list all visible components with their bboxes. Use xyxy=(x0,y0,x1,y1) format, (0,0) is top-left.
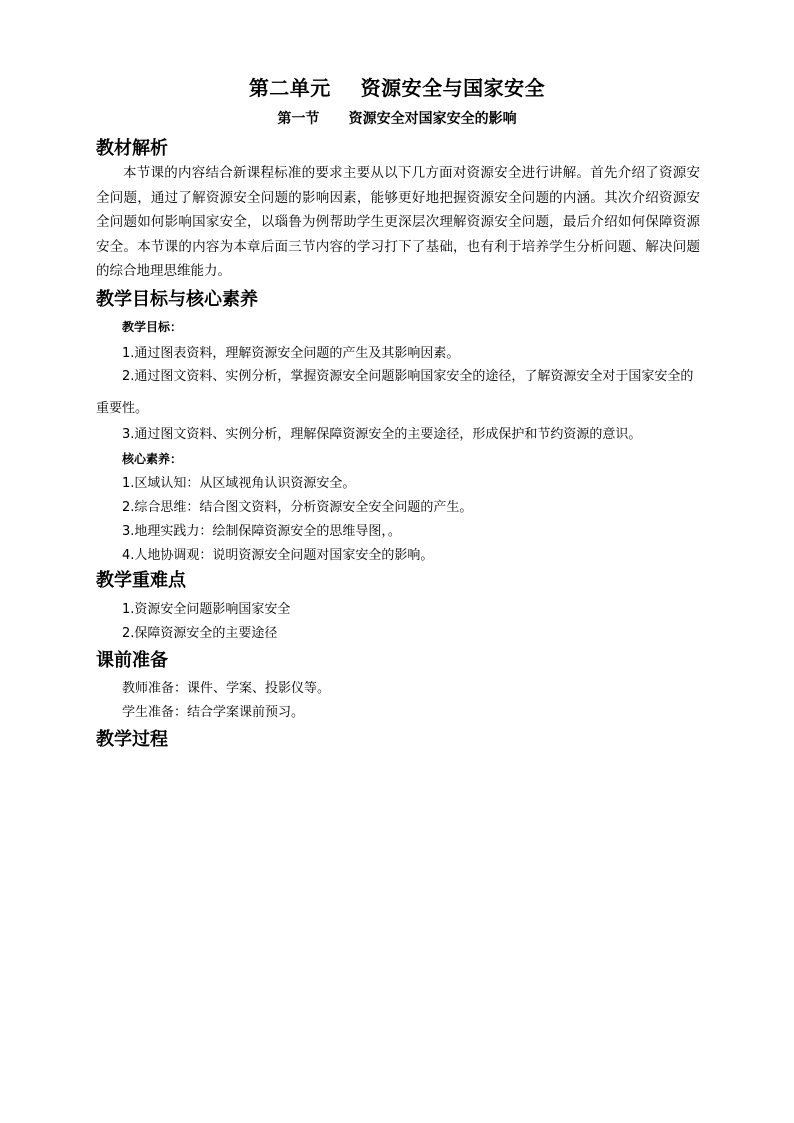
objective-item: 2.通过图文资料、实例分析，掌握资源安全问题影响国家安全的途径，了解资源安全对于国家安全的重要性。 xyxy=(96,369,694,416)
section-heading-goals: 教学目标与核心素养 xyxy=(96,289,258,310)
analysis-paragraph: 本节课的内容结合新课程标准的要求主要从以下几方面对资源安全进行讲解。首先介绍了资源安全问题，通过了解资源安全问题的影响因素，能够更好地把握资源安全问题的内涵。其次介绍资源安全问题如何影响国家安全，以瑙鲁为例帮助学生更深层次理解资源安全问题，最后介绍如何保障资源安全。本节课的内容为本章后面三节内容的学习打下了基础，也有利于培养学生分析问题、解决问题的综合地理思维能力。 xyxy=(96,165,700,279)
section-heading-analysis: 教材解析 xyxy=(96,138,168,159)
student-preparation: 学生准备：结合学案课前预习。 xyxy=(122,705,305,720)
document-subtitle: 第一节 资源安全对国家安全的影响 xyxy=(277,111,517,127)
literacy-label: 核心素养： xyxy=(122,452,183,466)
literacy-item: 1.区域认知：从区域视角认识资源安全。 xyxy=(122,476,356,491)
literacy-item: 2.综合思维：结合图文资料，分析资源安全安全问题的产生。 xyxy=(122,500,473,515)
section-heading-preparation: 课前准备 xyxy=(96,650,168,671)
literacy-item: 3.地理实践力：绘制保障资源安全的思维导图，。 xyxy=(122,524,401,539)
teacher-preparation: 教师准备：课件、学案、投影仪等。 xyxy=(122,681,331,696)
objectives-label: 教学目标： xyxy=(122,320,183,334)
key-point-item: 1.资源安全问题影响国家安全 xyxy=(122,602,291,617)
literacy-item: 4.人地协调观：说明资源安全问题对国家安全的影响。 xyxy=(122,548,434,563)
section-heading-key-points: 教学重难点 xyxy=(96,570,186,591)
objective-item: 3.通过图文资料、实例分析，理解保障资源安全的主要途径，形成保护和节约资源的意识。 xyxy=(122,427,642,442)
key-point-item: 2.保障资源安全的主要途径 xyxy=(122,626,278,641)
document-title: 第二单元 资源安全与国家安全 xyxy=(248,76,546,100)
section-heading-process: 教学过程 xyxy=(96,729,168,750)
objective-item: 1.通过图表资料，理解资源安全问题的产生及其影响因素。 xyxy=(122,346,460,361)
